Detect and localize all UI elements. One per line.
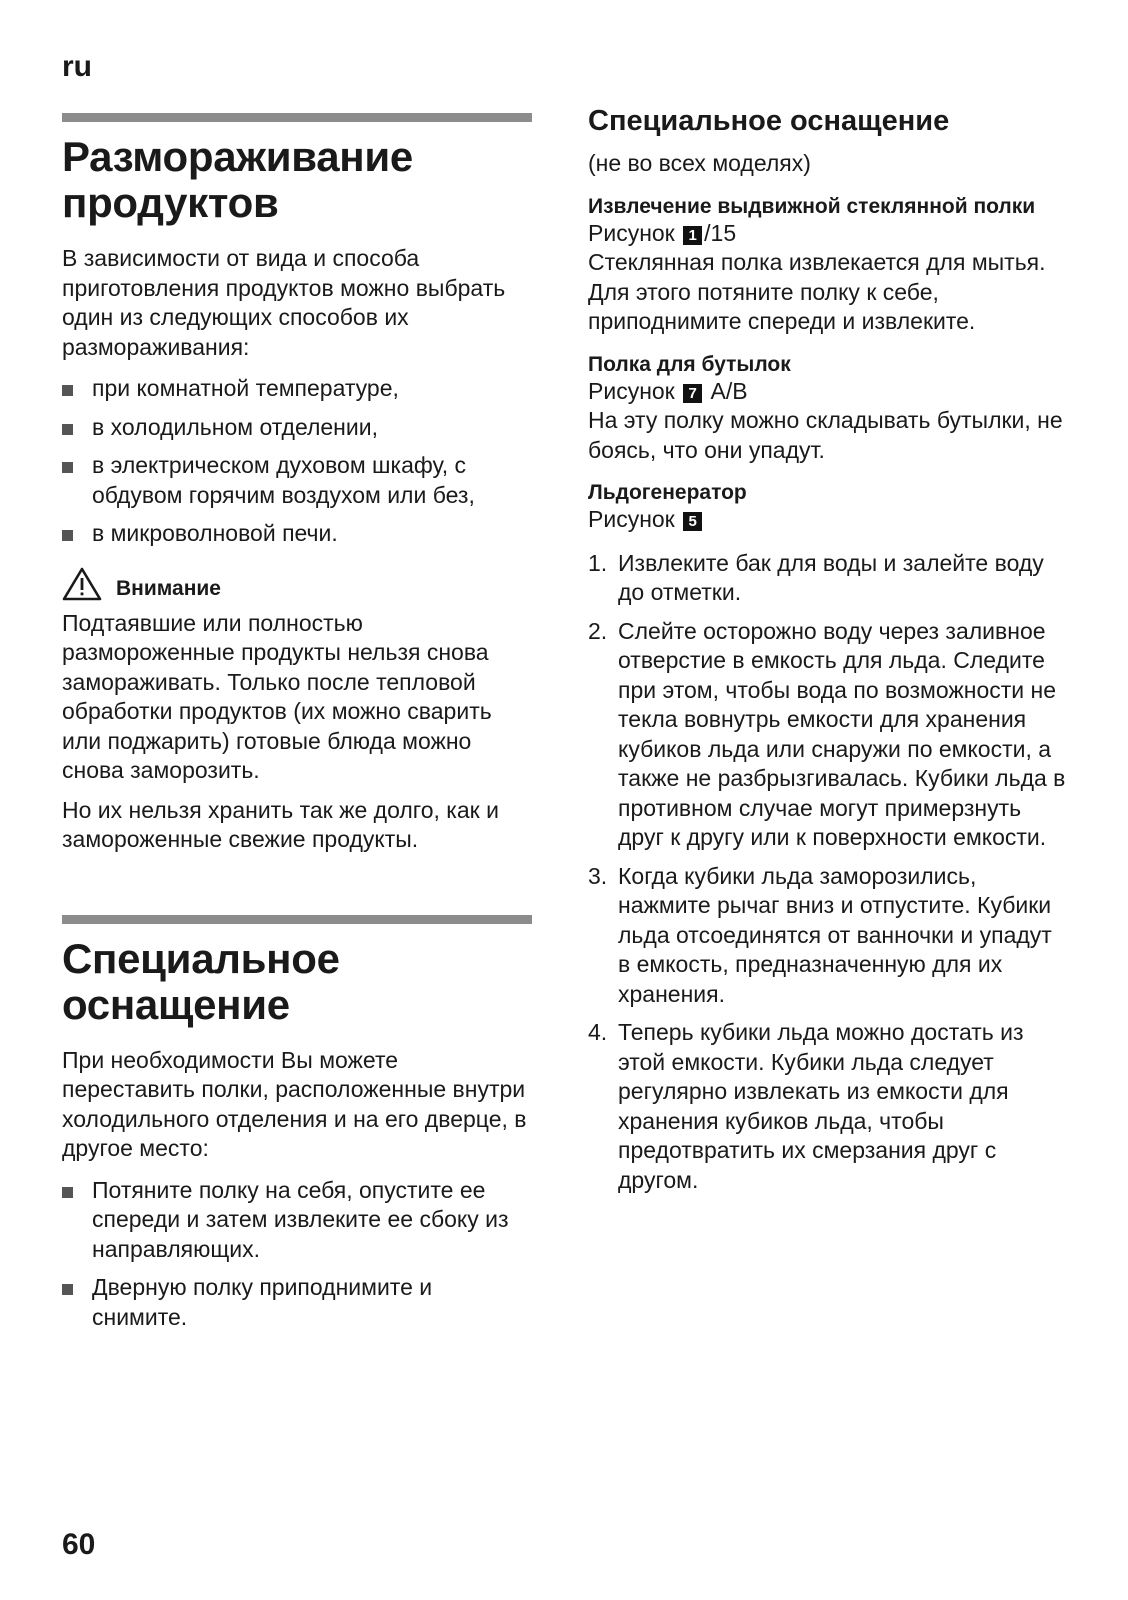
warning-block [62, 567, 532, 601]
page-number: 60 [62, 1528, 96, 1561]
ice-maker-steps [588, 549, 1068, 1196]
bottle-shelf-heading: Полка для бутылок [588, 352, 791, 376]
warning-text: Подтаявшие или полностью размороженные продукты нельзя снова замораживать. Только после тепловой обработки продуктов (их можно сварить или поджарить) готовые блюда можно снова заморозить. [62, 609, 492, 783]
list-item-text: при комнатной температуре, [92, 375, 399, 401]
step-text: Теперь кубики льда можно достать из этой емкости. Кубики льда следует регулярно извлекать из емкости для хранения кубиков льда, чтобы предотвратить их смерзания друг с другом. [618, 1019, 1024, 1193]
defrost-methods-list [62, 374, 532, 549]
special-equipment-heading: Специальное оснащение [588, 105, 950, 137]
bullet-square-icon [62, 462, 73, 473]
list-item-text: в микроволновой печи. [92, 520, 338, 546]
figure-suffix: A/B [710, 377, 748, 404]
figure-number-box: 5 [683, 512, 702, 531]
list-item [62, 374, 532, 404]
list-item [62, 519, 532, 549]
step-number: 2. [588, 617, 608, 644]
shelf-instructions-list [62, 1176, 532, 1333]
bottle-shelf-block [588, 353, 1068, 466]
glass-shelf-text: Стеклянная полка извлекается для мытья. Для этого потяните полку к себе, приподнимите спереди и извлеките. [588, 249, 1046, 334]
ice-maker-heading: Льдогенератор [588, 481, 747, 504]
list-item [62, 451, 532, 510]
section-rule [62, 915, 532, 924]
list-item [588, 1018, 1068, 1195]
defrost-section [62, 113, 532, 855]
list-item-text: Потяните полку на себя, опустите ее спереди и затем извлеките ее сбоку из направляющих. [92, 1176, 509, 1262]
step-number: 3. [588, 862, 608, 889]
list-item-text: в электрическом духовом шкафу, с обдувом горячим воздухом или без, [92, 452, 475, 508]
figure-reference [588, 377, 1068, 407]
list-item-text: в холодильном отделении, [92, 413, 378, 440]
ice-maker-block [588, 481, 1068, 1195]
step-number: 1. [588, 549, 608, 576]
step-text: Извлеките бак для воды и залейте воду до отметки. [618, 549, 1044, 605]
special-equipment-title: Специальное оснащение [62, 934, 340, 1028]
figure-prefix: Рисунок [588, 219, 675, 246]
figure-prefix: Рисунок [588, 377, 675, 404]
warning-triangle-icon [62, 567, 102, 601]
bullet-square-icon [62, 1187, 73, 1198]
step-text: Когда кубики льда заморозились, нажмите рычаг вниз и отпустите. Кубики льда отсоединятся от ванночки и упадут в емкость, предназначенную для их хранения. [618, 862, 1052, 1007]
language-code: ru [62, 50, 92, 83]
section-rule [62, 113, 532, 122]
list-item [588, 617, 1068, 853]
list-item [62, 1176, 532, 1265]
warning-text-2: Но их нельзя хранить так же долго, как и замороженные свежие продукты. [62, 796, 499, 852]
right-column [588, 105, 1068, 1204]
step-number: 4. [588, 1019, 608, 1045]
figure-number-box: 7 [683, 384, 702, 403]
models-note: (не во всех моделях) [588, 150, 811, 176]
list-item-text: Дверную полку приподнимите и снимите. [92, 1274, 433, 1330]
list-item [588, 862, 1068, 1010]
list-item [62, 413, 532, 443]
bullet-square-icon [62, 530, 73, 541]
glass-shelf-block [588, 195, 1068, 337]
bullet-square-icon [62, 385, 73, 396]
list-item [588, 549, 1068, 608]
list-item [62, 1273, 532, 1332]
glass-shelf-heading: Извлечение выдвижной стеклянной полки [588, 194, 1036, 218]
left-column [62, 113, 532, 1341]
bullet-square-icon [62, 1284, 73, 1295]
bottle-shelf-text: На эту полку можно складывать бутылки, не боясь, что они упадут. [588, 407, 1063, 463]
figure-prefix: Рисунок [588, 506, 675, 532]
warning-label: Внимание [116, 576, 221, 600]
special-equipment-intro: При необходимости Вы можете переставить полки, расположенные внутри холодильного отделения и на его дверце, в другое место: [62, 1046, 527, 1161]
figure-suffix: /15 [704, 219, 737, 246]
bullet-square-icon [62, 424, 73, 435]
figure-reference [588, 505, 1068, 535]
step-text: Слейте осторожно воду через заливное отверстие в емкость для льда. Следите при этом, чтобы вода по возможности не текла вовнутрь емкости для хранения кубиков льда или снаружи по емкости, а также не разбрызгивалась. Кубики льда в противном случае могут примерзнуть друг к другу или к поверхности емкости. [618, 617, 1066, 850]
defrost-intro: В зависимости от вида и способа приготовления продуктов можно выбрать один из следующих способов их размораживания: [62, 245, 506, 360]
special-equipment-section [62, 915, 532, 1333]
figure-reference [588, 219, 1068, 249]
figure-number-box: 1 [683, 226, 702, 245]
defrost-title: Размораживание продуктов [62, 133, 413, 226]
